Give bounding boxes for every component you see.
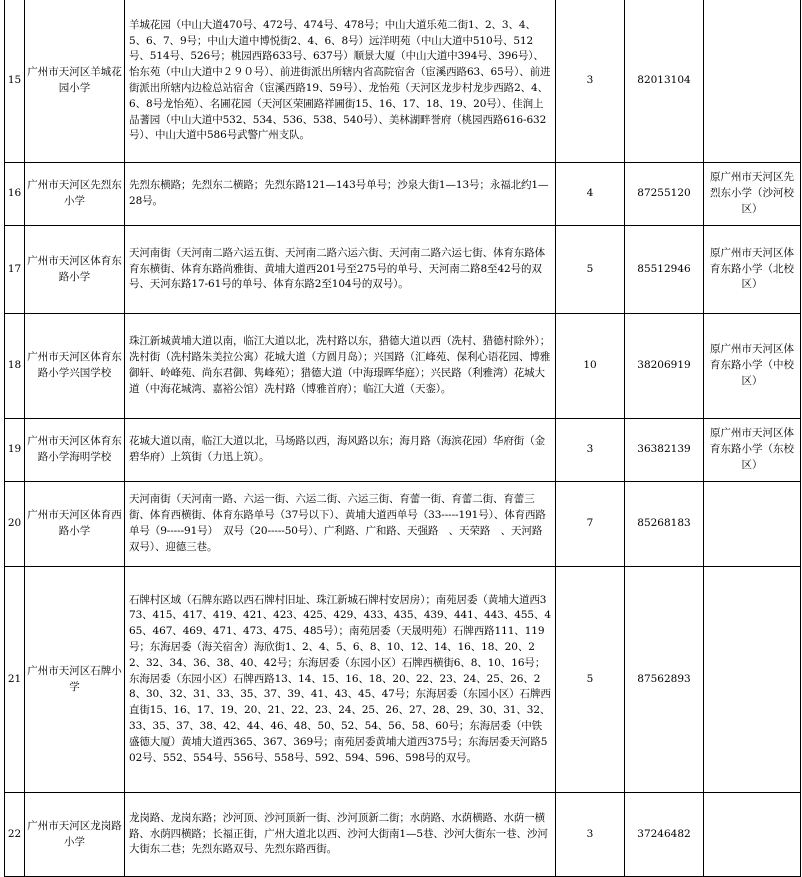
class-count: 4 bbox=[556, 163, 625, 226]
school-name: 广州市天河区体育东路小学海明学校 bbox=[25, 419, 125, 482]
class-count: 5 bbox=[556, 226, 625, 314]
table-row bbox=[5, 567, 801, 793]
enrollment-area: 先烈东横路；先烈东二横路；先烈东路121—143号单号；沙泉大街1—13号；永福北约1—28号。 bbox=[125, 163, 556, 226]
enrollment-area: 龙岗路、龙岗东路；沙河顶、沙河顶新一街、沙河顶新二街；水荫路、水荫横路、水荫一横路、水荫四横路；长福正街，广州大道北以西、沙河大街南1—5巷、沙河大街东一巷、沙河大街东二巷；先烈东路双号、先烈东路西街。 bbox=[125, 793, 556, 877]
row-number: 21 bbox=[5, 567, 25, 793]
remark: 原广州市天河区先烈东小学（沙河校区） bbox=[704, 163, 801, 226]
remark: 原广州市天河区体育东路小学（北校区） bbox=[704, 226, 801, 314]
row-number: 17 bbox=[5, 226, 25, 314]
enrollment-area: 花城大道以南，临江大道以北，马场路以西，海风路以东；海月路（海滨花园）华府街（金碧华府）上筑街（力迅上筑）。 bbox=[125, 419, 556, 482]
enrollment-area: 珠江新城黄埔大道以南，临江大道以北，冼村路以东，猎德大道以西（冼村、猎德村除外）；冼村街（冼村路朱美拉公寓）花城大道（方圆月岛）；兴国路（汇峰苑、保利心语花园、博雅御轩、岭峰苑、尚东君御、隽峰苑）；猎德大道（中海璟晖华庭）；兴民路（利雅湾）花城大道（中海花城湾、嘉裕公馆）冼村路（博雅首府）；临江大道（天銮）。 bbox=[125, 314, 556, 419]
remark bbox=[704, 0, 801, 163]
row-number: 18 bbox=[5, 314, 25, 419]
enrollment-area: 天河南街（天河南二路六运五街、天河南二路六运六街、天河南二路六运七街、体育东路体育东横街、体育东路尚雅街、黄埔大道西201号至275号的单号、天河南二路8至42号的双号、天河东路17-61号的单号、体育东路2至104号的双号）。 bbox=[125, 226, 556, 314]
table-row bbox=[5, 163, 801, 226]
school-name: 广州市天河区体育东路小学 bbox=[25, 226, 125, 314]
phone-number: 82013104 bbox=[625, 0, 704, 163]
row-number: 20 bbox=[5, 482, 25, 567]
school-name: 广州市天河区体育东路小学兴国学校 bbox=[25, 314, 125, 419]
table-row bbox=[5, 482, 801, 567]
school-name: 广州市天河区石牌小学 bbox=[25, 567, 125, 793]
table-row bbox=[5, 0, 801, 163]
phone-number: 85512946 bbox=[625, 226, 704, 314]
class-count: 3 bbox=[556, 793, 625, 877]
remark: 原广州市天河区体育东路小学（东校区） bbox=[704, 419, 801, 482]
enrollment-area: 羊城花园（中山大道470号、472号、474号、478号；中山大道乐苑二街1、2、3、4、5、6、7、9号；中山大道中博悦街2、4、6、8号）远洋明苑（中山大道中510号、512号、514号、526号；桃园西路633号、637号）顺景大厦（中山大道中394号、396号）、怡东苑（中山大道中２９０号）、前进街派出所辖内省高院宿舍（宦溪西路63、65号）、前进街派出所辖内边检总站宿舍（宦溪西路19、59号）、龙怡苑（天河区龙步村龙步西路2、4、6、8号龙怡苑）、名圃花园（天河区荣圃路祥圃街15、16、17、18、19、20号）、佳润上品蓍园（中山大道中532、534、536、538、540号）、美林湖畔誉府（桃园西路616-632号）、中山大道中586号武警广州支队。 bbox=[125, 0, 556, 163]
class-count: 3 bbox=[556, 0, 625, 163]
phone-number: 36382139 bbox=[625, 419, 704, 482]
phone-number: 87562893 bbox=[625, 567, 704, 793]
school-name: 广州市天河区先烈东小学 bbox=[25, 163, 125, 226]
phone-number: 87255120 bbox=[625, 163, 704, 226]
school-name: 广州市天河区体育西路小学 bbox=[25, 482, 125, 567]
school-district-table bbox=[4, 0, 801, 877]
row-number: 16 bbox=[5, 163, 25, 226]
remark bbox=[704, 793, 801, 877]
school-name: 广州市天河区羊城花园小学 bbox=[25, 0, 125, 163]
remark bbox=[704, 482, 801, 567]
enrollment-area: 天河南街（天河南一路、六运一街、六运二街、六运三街、育蕾一街、育蕾二街、育蕾三街、体育西横街、体育东路单号（37号以下）、黄埔大道西单号（33-----191号）、体育西路单号（9-----91号） 双号（20-----50号）、广利路、广和路、天强路 、天荣路 、天河路双号）、迎德三巷。 bbox=[125, 482, 556, 567]
row-number: 22 bbox=[5, 793, 25, 877]
phone-number: 37246482 bbox=[625, 793, 704, 877]
class-count: 10 bbox=[556, 314, 625, 419]
remark: 原广州市天河区体育东路小学（中校区） bbox=[704, 314, 801, 419]
school-name: 广州市天河区龙岗路小学 bbox=[25, 793, 125, 877]
enrollment-area: 石牌村区域（石牌东路以西石牌村旧址、珠江新城石牌村安居房）；南苑居委（黄埔大道西373、415、417、419、421、423、425、429、433、435、439、441、443、455、465、467、469、471、473、475、485号）；南苑居委（天晟明苑）石牌西路111、119号；东海居委（海关宿舍）海欣街1、2、4、5、6、8、10、12、14、16、18、20、22、32、34、36、38、40、42号；东海居委（东园小区）石牌西横街6、8、10、16号；东海居委（东园小区）石牌西路13、14、15、16、18、20、22、23、24、25、26、28、30、32、31、33、35、37、39、41、43、45、47号；东海居委（东园小区）石牌西直街15、16、17、19、20、21、22、23、24、25、26、27、28、29、30、31、32、33、35、37、38、42、44、46、48、50、52、54、56、58、60号；东海居委（中铁盛德大厦）黄埔大道西365、367、369号；南苑居委黄埔大道西375号；东海居委天河路502号、552、554号、556号、558号、592、594、596、598号的双号。 bbox=[125, 567, 556, 793]
remark bbox=[704, 567, 801, 793]
class-count: 3 bbox=[556, 419, 625, 482]
table-row bbox=[5, 419, 801, 482]
row-number: 15 bbox=[5, 0, 25, 163]
phone-number: 85268183 bbox=[625, 482, 704, 567]
table-row bbox=[5, 314, 801, 419]
phone-number: 38206919 bbox=[625, 314, 704, 419]
table-row bbox=[5, 793, 801, 877]
class-count: 5 bbox=[556, 567, 625, 793]
row-number: 19 bbox=[5, 419, 25, 482]
table-row bbox=[5, 226, 801, 314]
class-count: 7 bbox=[556, 482, 625, 567]
